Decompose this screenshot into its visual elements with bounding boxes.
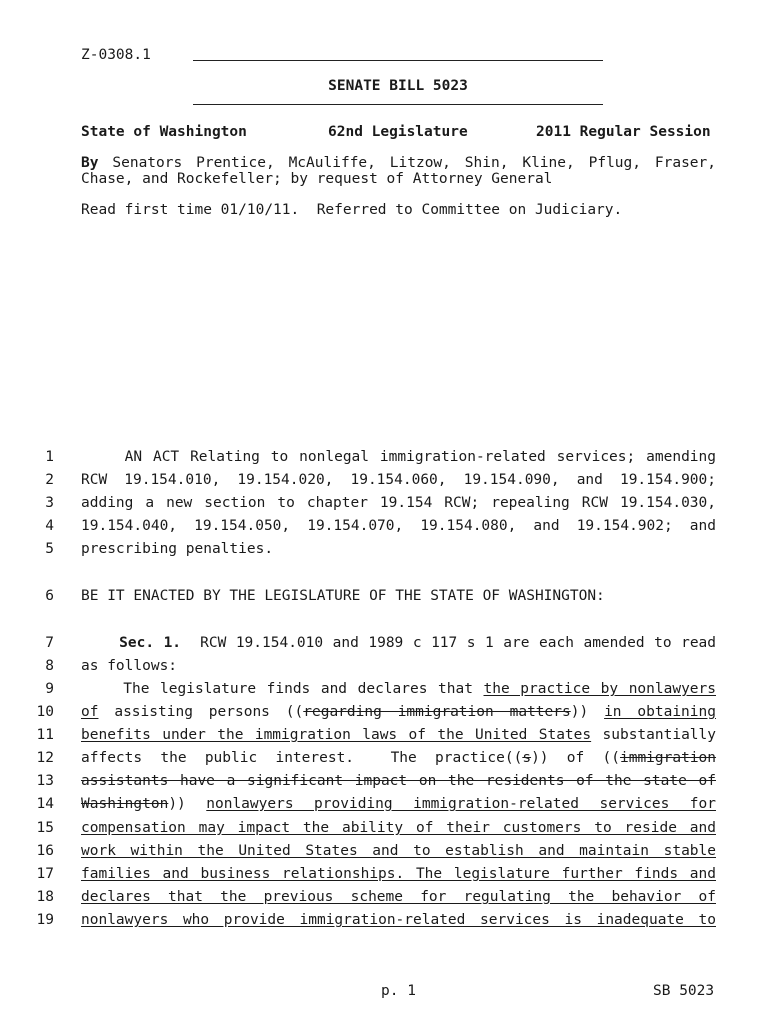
sponsors-line-2: Chase, and Rockefeller; by request of Attorney General [81,171,553,187]
plain-text: )) of (( [531,750,620,766]
line-number: 4 [45,518,54,534]
line-number: 14 [36,796,54,812]
plain-text: )) [168,796,207,812]
line-number: 9 [45,681,54,697]
plain-text: The legislature finds and declares that [81,681,484,697]
section-line-16 [81,843,716,859]
inserted-text: in obtaining [604,704,716,720]
inserted-text: work within the United States and to establish and maintain stable [81,843,716,859]
line-number: 13 [36,773,54,789]
section-line-17 [81,866,716,882]
line-number: 8 [45,658,54,674]
deleted-text: s [522,750,532,766]
section-line-10 [81,704,716,720]
plain-text: assisting persons (( [98,704,304,720]
line-number: 18 [36,889,54,905]
line-number: 15 [36,820,54,836]
title-rule [193,104,603,105]
line-number: 1 [45,449,54,465]
section-line-8: as follows: [81,658,178,674]
act-line-4: 19.154.040, 19.154.050, 19.154.070, 19.154.080, and 19.154.902; and [81,518,716,534]
section-line-11 [81,727,716,743]
deleted-text: regarding immigration matters [303,704,571,720]
page-number: p. 1 [381,983,416,999]
deleted-text: assistants have a significant impact on the residents of the state of [81,773,716,789]
read-first-time: Read first time 01/10/11. Referred to Committee on Judiciary. [81,202,623,218]
line-number: 6 [45,588,54,604]
section-label: Sec. 1. [119,635,182,651]
act-line-2: RCW 19.154.010, 19.154.020, 19.154.060, 19.154.090, and 19.154.900; [81,472,716,488]
plain-text: substantially [591,727,716,743]
deleted-text: immigration [619,750,717,766]
by-label: By [81,155,99,171]
inserted-text: declares that the previous scheme for regulating the behavior of [81,889,716,905]
inserted-text: nonlawyers providing immigration-related services for [206,796,716,812]
inserted-text: families and business relationships. The legislature further finds and [81,866,716,882]
section-line-19 [81,912,716,928]
line-number: 3 [45,495,54,511]
line-number: 17 [36,866,54,882]
inserted-text: compensation may impact the ability of their customers to reside and [81,820,716,836]
section-text: RCW 19.154.010 and 1989 c 117 s 1 are each amended to read [200,635,717,651]
sponsors-text-1: Senators Prentice, McAuliffe, Litzow, Shin, Kline, Pflug, Fraser, [112,155,716,171]
section-line-7 [81,635,716,651]
deleted-text: Washington [81,796,169,812]
document-code: Z-0308.1 [81,47,151,63]
inserted-text: of [81,704,99,720]
line-number: 11 [36,727,54,743]
line-number: 10 [36,704,54,720]
line-number: 5 [45,541,54,557]
inserted-text: benefits under the immigration laws of the United States [81,727,592,743]
act-line-3: adding a new section to chapter 19.154 RCW; repealing RCW 19.154.030, [81,495,716,511]
act-line-1: AN ACT Relating to nonlegal immigration-related services; amending [81,449,716,465]
act-line-5: prescribing penalties. [81,541,274,557]
section-line-12 [81,750,716,766]
inserted-text: nonlawyers who provide immigration-related services is inadequate to [81,912,716,928]
bill-title: SENATE BILL 5023 [328,78,468,94]
line-number: 12 [36,750,54,766]
footer-bill-ref: SB 5023 [653,983,715,999]
top-rule [193,60,603,61]
sponsors-line-1 [81,155,716,171]
inserted-text: the practice by nonlawyers [483,681,716,697]
line-number: 19 [36,912,54,928]
line-number: 16 [36,843,54,859]
state-label: State of Washington [81,124,247,140]
plain-text: )) [570,704,605,720]
session-label: 2011 Regular Session [536,124,711,140]
line-number: 7 [45,635,54,651]
section-line-18 [81,889,716,905]
plain-text: affects the public interest. The practice(( [81,750,523,766]
section-line-9 [81,681,716,697]
section-line-14 [81,796,716,812]
line-number: 2 [45,472,54,488]
legislature-label: 62nd Legislature [328,124,468,140]
section-line-15 [81,820,716,836]
section-line-13 [81,773,716,789]
enacting-clause: BE IT ENACTED BY THE LEGISLATURE OF THE STATE OF WASHINGTON: [81,588,605,604]
